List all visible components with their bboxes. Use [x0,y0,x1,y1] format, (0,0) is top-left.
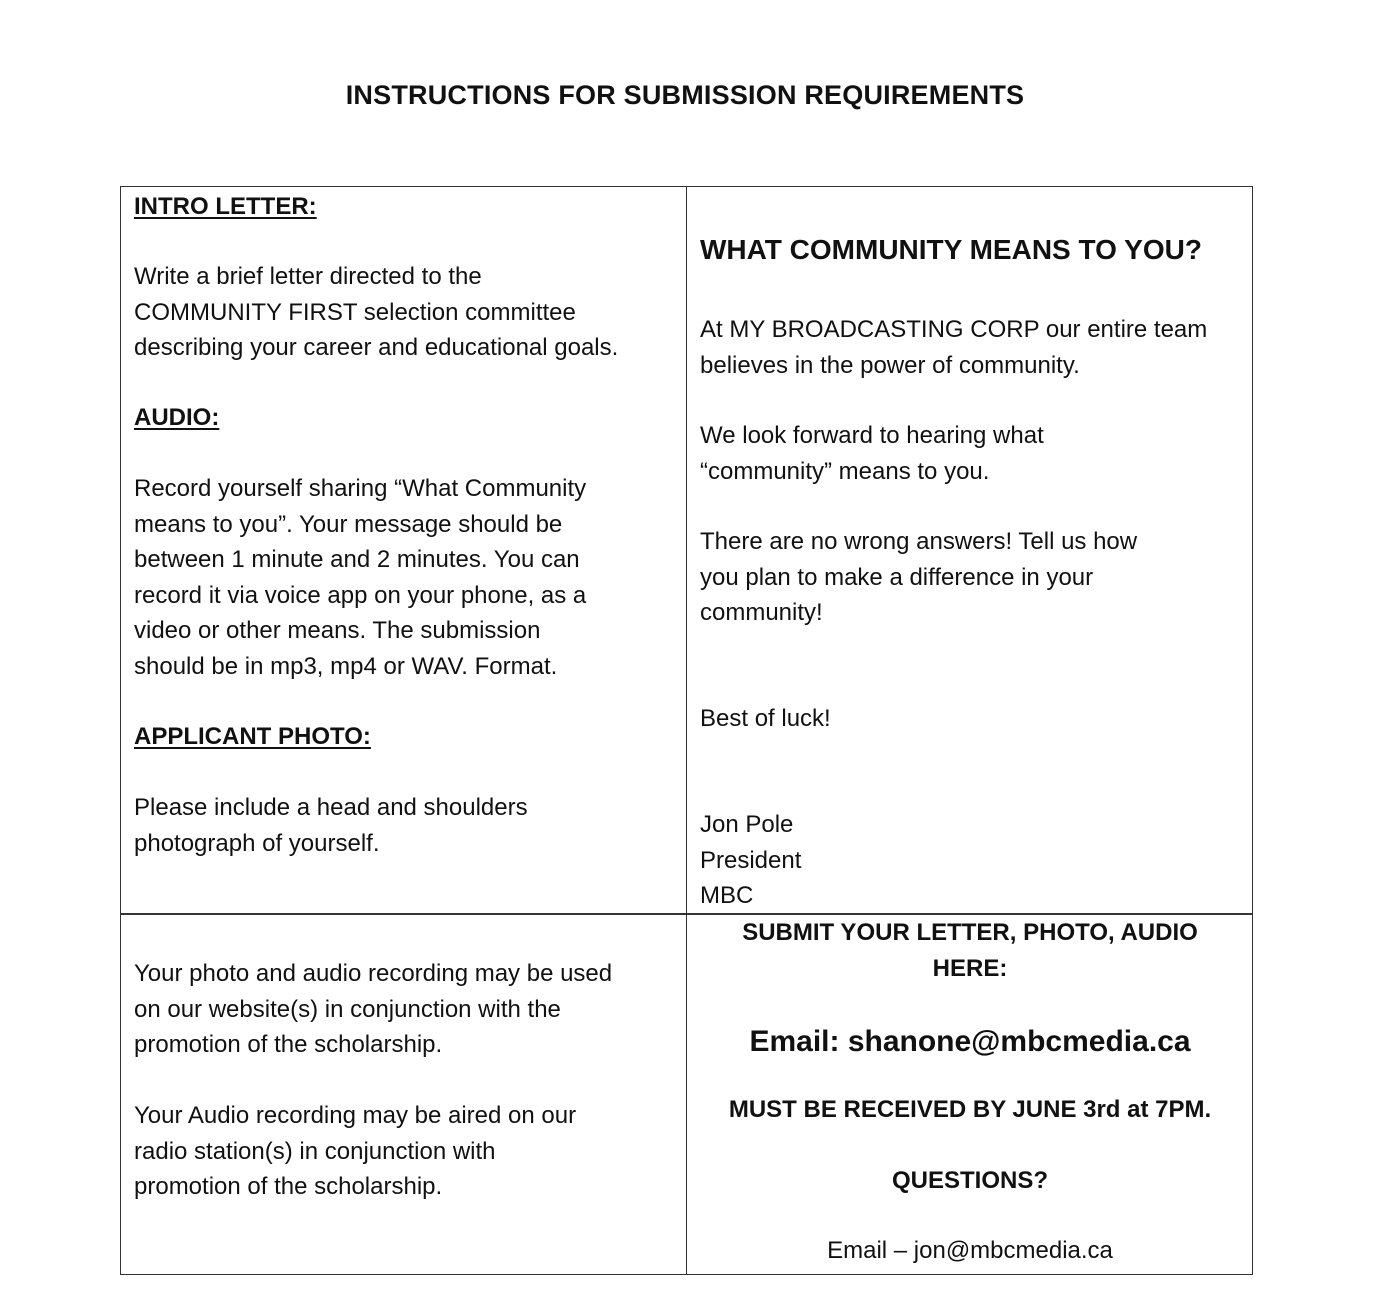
community-heading: WHAT COMMUNITY MEANS TO YOU? [700,234,1202,265]
signature-block: Jon Pole President MBC [700,811,802,909]
questions-heading: QUESTIONS? [891,1167,1048,1194]
page-title: INSTRUCTIONS FOR SUBMISSION REQUIREMENTS [345,80,1025,111]
intro-letter-heading: INTRO LETTER: [134,193,317,220]
questions-email[interactable]: Email – jon@mbcmedia.ca [827,1237,1113,1264]
closing-text: Best of luck! [700,705,831,732]
submit-heading: SUBMIT YOUR LETTER, PHOTO, AUDIO HERE: [742,919,1198,982]
usage-paragraph-2: Your Audio recording may be aired on our radio station(s) in conjunction with promotion of the scholarship. [134,1102,577,1200]
applicant-photo-heading: APPLICANT PHOTO: [134,723,371,750]
community-paragraph-2: We look forward to hearing what “community” means to you. [700,422,1044,485]
usage-paragraph-1: Your photo and audio recording may be used on our website(s) in conjunction with the promotion of the scholarship. [134,960,613,1058]
intro-letter-text: Write a brief letter directed to the COMMUNITY FIRST selection committee describing your career and educational goals. [134,263,619,361]
community-paragraph-3: There are no wrong answers! Tell us how you plan to make a difference in your community! [700,528,1138,626]
audio-text: Record yourself sharing “What Community means to you”. Your message should be between 1 minute and 2 minutes. You can record it via voice app on your phone, as a video or other means. The submission should be in mp3, mp4 or WAV. Format. [134,475,587,680]
submission-email[interactable]: Email: shanone@mbcmedia.ca [749,1025,1191,1058]
deadline-text: MUST BE RECEIVED BY JUNE 3rd at 7PM. [728,1096,1212,1123]
audio-heading: AUDIO: [134,404,220,431]
applicant-photo-text: Please include a head and shoulders photograph of yourself. [134,794,528,857]
community-paragraph-1: At MY BROADCASTING CORP our entire team believes in the power of community. [700,316,1208,379]
